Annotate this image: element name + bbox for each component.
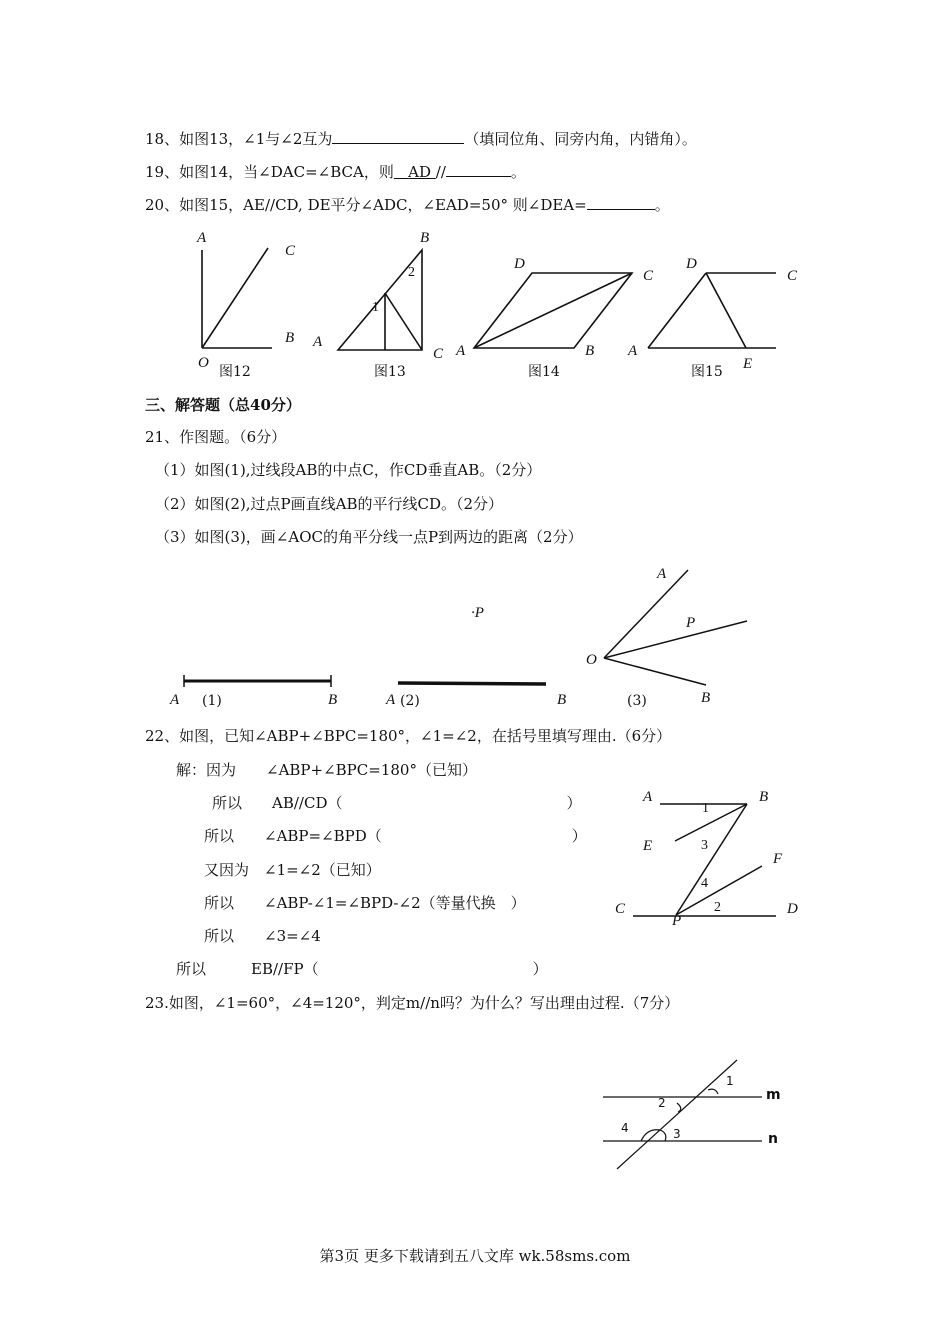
q21-fig3-label-o: O (586, 652, 597, 668)
q22-title: 22、如图，已知∠ABP+∠BPC=180°，∠1=∠2，在括号里填写理由.（6分） (145, 727, 672, 745)
q21-fig3-label-a: A (657, 566, 667, 582)
q23-label-n: n (768, 1131, 778, 1147)
q21-part-2: （2）如图(2),过点P画直线AB的平行线CD。（2分） (155, 495, 504, 513)
q19-mid: // (435, 163, 446, 181)
q22-fig-label-c: C (615, 901, 626, 917)
q18-text: 18、如图13，∠1与∠2互为 (145, 130, 333, 148)
q22-fig-angle-2: 2 (714, 900, 721, 915)
fig15-label-e: E (743, 356, 753, 372)
q23-angle-2: 2 (658, 1096, 666, 1110)
q22-line-2-close: ） (566, 794, 582, 812)
q22-fig-label-f: F (773, 851, 783, 867)
q22-fig-label-e: E (643, 838, 653, 854)
fig14-caption: 图14 (528, 364, 560, 380)
q19-filled-text: AD (408, 163, 431, 181)
q22-line-3-close: ） (571, 827, 587, 845)
q22-line-5: 所以 ∠ABP-∠1=∠BPD-∠2（等量代换 ） (204, 894, 526, 912)
section-3-title: 三、解答题（总40分） (145, 396, 301, 414)
q22-line-1: 解：因为 ∠ABP+∠BPC=180°（已知） (176, 761, 477, 779)
q22-line-6: 所以 ∠3=∠4 (204, 927, 321, 945)
q22-fig-angle-3: 3 (701, 838, 708, 853)
q21-fig2-label-a: A (386, 692, 396, 708)
fig12-label-o: O (198, 355, 209, 371)
q21-fig2-label-b: B (557, 692, 567, 708)
q21-fig3-caption: (3) (627, 693, 647, 709)
q23-arc-2 (677, 1103, 681, 1112)
q22-line-2-text: 所以 AB//CD（ (212, 794, 343, 812)
q23-arc-1 (708, 1089, 718, 1094)
fig14-label-a: A (456, 343, 466, 359)
q21-fig1-caption: (1) (202, 693, 222, 709)
q22-line-7-text: 所以 EB//FP（ (176, 960, 319, 978)
fig14-label-b: B (585, 343, 595, 359)
q22-fig-label-d: D (787, 901, 798, 917)
fig12-caption: 图12 (219, 364, 251, 380)
q20-text: 20、如图15，AE//CD, DE平分∠ADC，∠EAD=50° 则∠DEA= (145, 196, 587, 214)
q19-end: 。 (510, 163, 526, 181)
page-footer: 第3页 更多下载请到五八文库 wk.58sms.com (319, 1247, 631, 1265)
q22-line-3-text: 所以 ∠ABP=∠BPD（ (204, 827, 382, 845)
fig12-label-b: B (285, 330, 295, 346)
q23-title: 23.如图，∠1=60°，∠4=120°，判定m//n吗？为什么？写出理由过程.（7分） (145, 994, 680, 1012)
q21-title: 21、作图题。（6分） (145, 428, 287, 446)
fig15-caption: 图15 (691, 364, 723, 380)
q22-fig-angle-1: 1 (702, 801, 709, 816)
q21-fig1-label-a: A (170, 692, 180, 708)
fig13-label-c: C (433, 346, 444, 362)
fig13-label-b: B (420, 230, 430, 246)
q21-fig1-label-b: B (328, 692, 338, 708)
fig13-angle-1: 1 (372, 300, 379, 315)
fig12-label-a: A (197, 230, 207, 246)
q23-angle-1: 1 (726, 1074, 734, 1088)
fig13-angle-2: 2 (408, 265, 415, 280)
q22-fig-angle-4: 4 (701, 876, 708, 891)
q20-end: 。 (654, 196, 670, 214)
q21-fig3-label-b: B (701, 690, 711, 706)
fig13-caption: 图13 (374, 364, 406, 380)
q23-label-m: m (766, 1087, 781, 1103)
q22-fig-label-b: B (759, 789, 769, 805)
fig12-label-c: C (285, 243, 296, 259)
q22-line-4: 又因为 ∠1=∠2（已知） (204, 861, 381, 879)
q19-prefix: 19、如图14，当∠DAC=∠BCA，则 (145, 163, 394, 181)
q21-part-1: （1）如图(1),过线段AB的中点C，作CD垂直AB。（2分） (155, 461, 542, 479)
q23-angle-4: 4 (621, 1121, 629, 1135)
fig15-label-c: C (787, 268, 798, 284)
q22-fig-label-p: P (672, 913, 682, 929)
q23-transversal (617, 1060, 737, 1169)
fig14-label-c: C (643, 268, 654, 284)
q21-fig2-caption: (2) (400, 693, 420, 709)
q21-fig3-label-p: P (686, 615, 696, 631)
fig15-label-d: D (686, 256, 697, 272)
q21-fig2-point-p: ·P (471, 605, 484, 621)
q21-part-3: （3）如图(3)，画∠AOC的角平分线一点P到两边的距离（2分） (155, 528, 583, 546)
q22-line-7-close: ） (532, 960, 548, 978)
fig15-label-a: A (628, 343, 638, 359)
fig14-label-d: D (514, 256, 525, 272)
q18-suffix: （填同位角、同旁内角，内错角）。 (464, 130, 697, 148)
fig13-label-a: A (313, 334, 323, 350)
q23-angle-3: 3 (673, 1127, 681, 1141)
q22-fig-label-a: A (643, 789, 653, 805)
